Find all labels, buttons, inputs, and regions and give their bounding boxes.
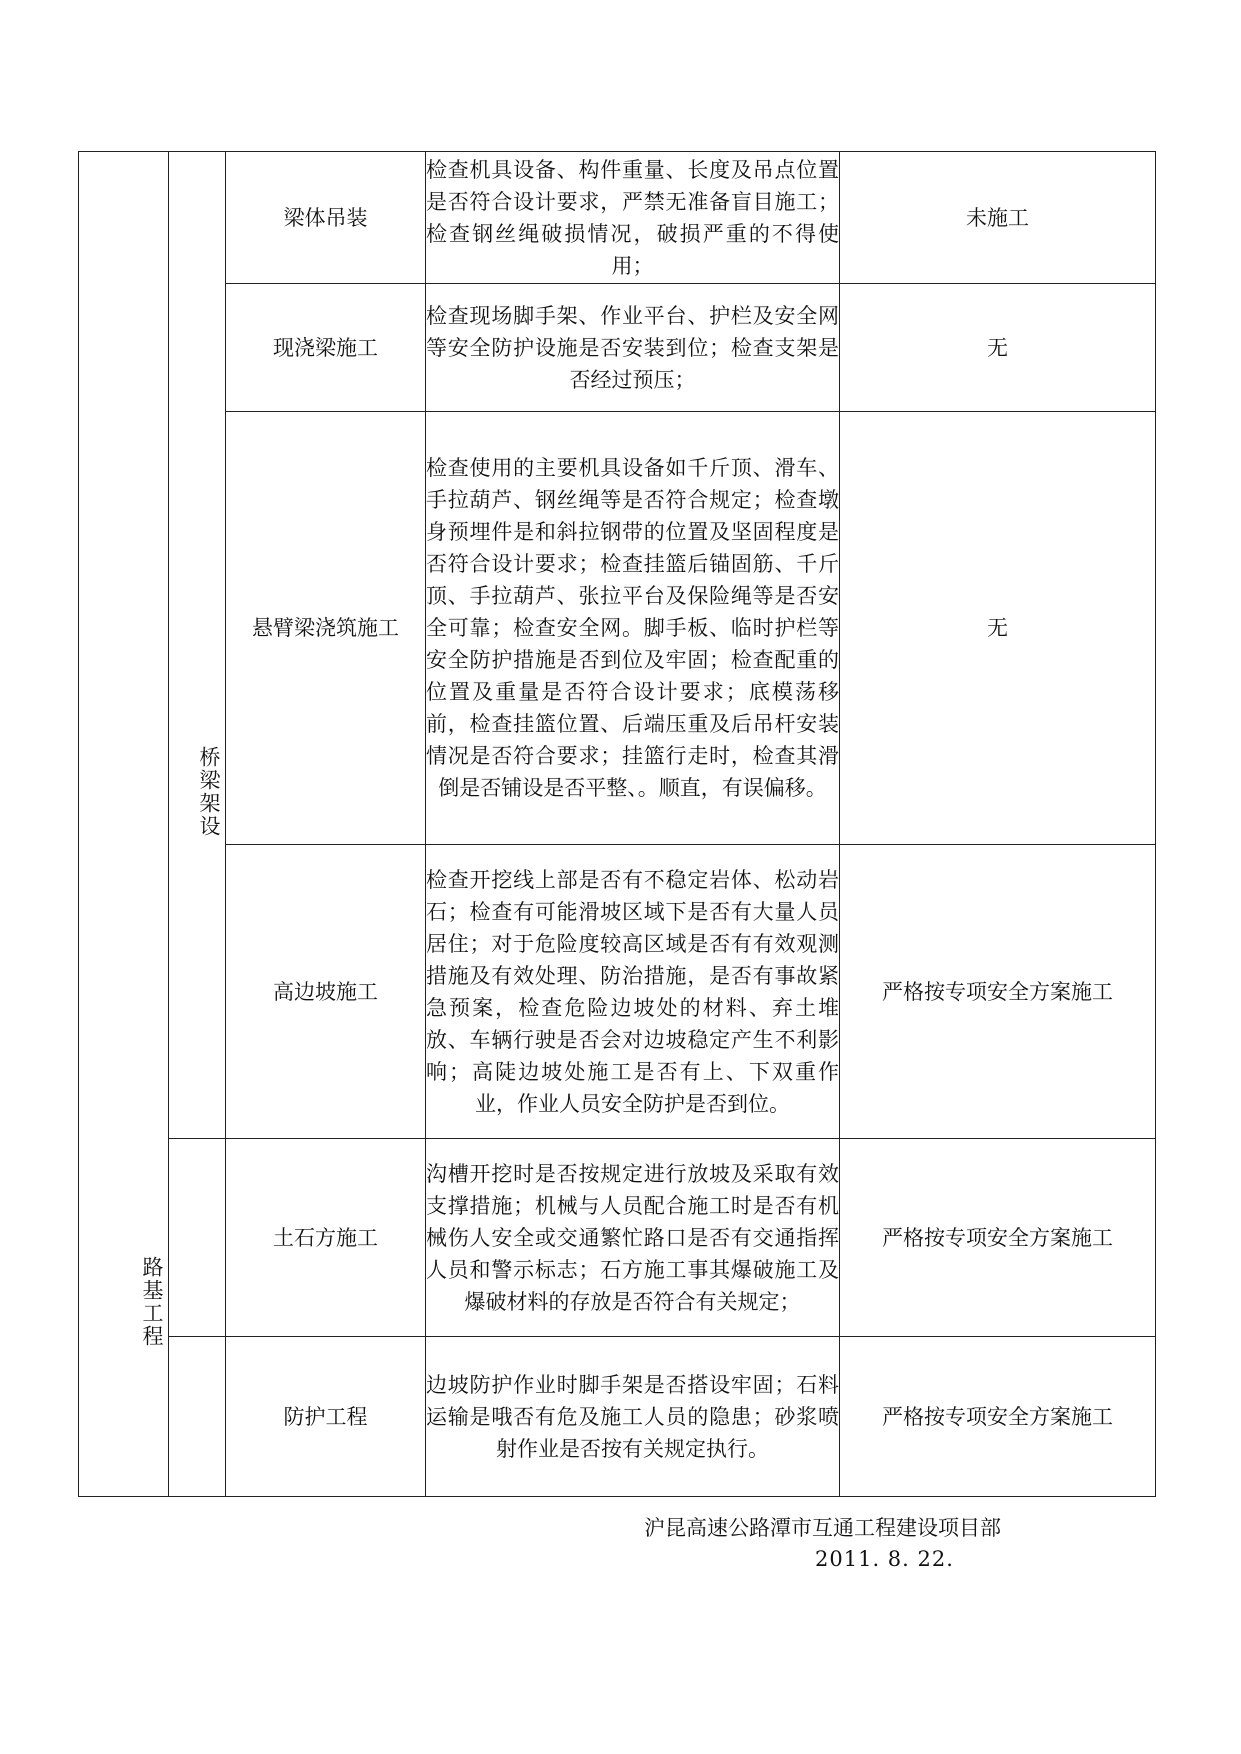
item-name: 现浇梁施工 — [226, 284, 426, 412]
item-name: 土石方施工 — [226, 1139, 426, 1337]
item-name: 高边坡施工 — [226, 845, 426, 1139]
check-description: 检查使用的主要机具设备如千斤顶、滑车、手拉葫芦、钢丝绳等是否符合规定；检查墩身预埋件是和斜拉钢带的位置及坚固程度是否符合设计要求；检查挂篮后锚固筋、千斤顶、手拉葫芦、张拉平台及保险绳等是否安全可靠；检查安全网。脚手板、临时护栏等安全防护措施是否到位及牢固；检查配重的位置及重量是否符合设计要求；底模荡移前，检查挂篮位置、后端压重及后吊杆安装情况是否符合要求；挂篮行走时，检查其滑倒是否铺设是否平整、。顺直，有误偏移。 — [426, 412, 840, 845]
empty-subsection-cell — [169, 1139, 226, 1337]
status-cell: 无 — [840, 284, 1156, 412]
table-row — [79, 1337, 1156, 1497]
table-row — [79, 284, 1156, 412]
inspection-table — [78, 151, 1156, 1497]
check-description: 沟槽开挖时是否按规定进行放坡及采取有效支撑措施；机械与人员配合施工时是否有机械伤人安全或交通繁忙路口是否有交通指挥人员和警示标志；石方施工事其爆破施工及爆破材料的存放是否符合有关规定； — [426, 1139, 840, 1337]
item-name: 防护工程 — [226, 1337, 426, 1497]
item-name: 梁体吊装 — [226, 152, 426, 284]
item-name: 悬臂梁浇筑施工 — [226, 412, 426, 845]
check-description: 检查现场脚手架、作业平台、护栏及安全网等安全防护设施是否安装到位；检查支架是否经过预压； — [426, 284, 840, 412]
table-row — [79, 152, 1156, 284]
document-date: 2011. 8. 22. — [815, 1547, 954, 1571]
check-description: 检查机具设备、构件重量、长度及吊点位置是否符合设计要求，严禁无准备盲目施工；检查钢丝绳破损情况，破损严重的不得使用； — [426, 152, 840, 284]
status-cell: 严格按专项安全方案施工 — [840, 845, 1156, 1139]
status-cell: 未施工 — [840, 152, 1156, 284]
status-cell: 严格按专项安全方案施工 — [840, 1139, 1156, 1337]
check-description: 检查开挖线上部是否有不稳定岩体、松动岩石；检查有可能滑坡区域下是否有大量人员居住；对于危险度较高区域是否有有效观测措施及有效处理、防治措施，是否有事故紧急预案，检查危险边坡处的材料、弃土堆放、车辆行驶是否会对边坡稳定产生不利影响；高陡边坡处施工是否有上、下双重作业，作业人员安全防护是否到位。 — [426, 845, 840, 1139]
table-row — [79, 845, 1156, 1139]
check-description: 边坡防护作业时脚手架是否搭设牢固；石料运输是哦否有危及施工人员的隐患；砂浆喷射作业是否按有关规定执行。 — [426, 1337, 840, 1497]
subsection-label: 桥梁架设 — [169, 152, 226, 1139]
organization-signature: 沪昆高速公路潭市互通工程建设项目部 — [644, 1516, 1001, 1540]
status-cell: 严格按专项安全方案施工 — [840, 1337, 1156, 1497]
status-cell: 无 — [840, 412, 1156, 845]
section-label: 路基工程 — [79, 152, 169, 1497]
table-row — [79, 1139, 1156, 1337]
empty-subsection-cell — [169, 1337, 226, 1497]
table-row — [79, 412, 1156, 845]
